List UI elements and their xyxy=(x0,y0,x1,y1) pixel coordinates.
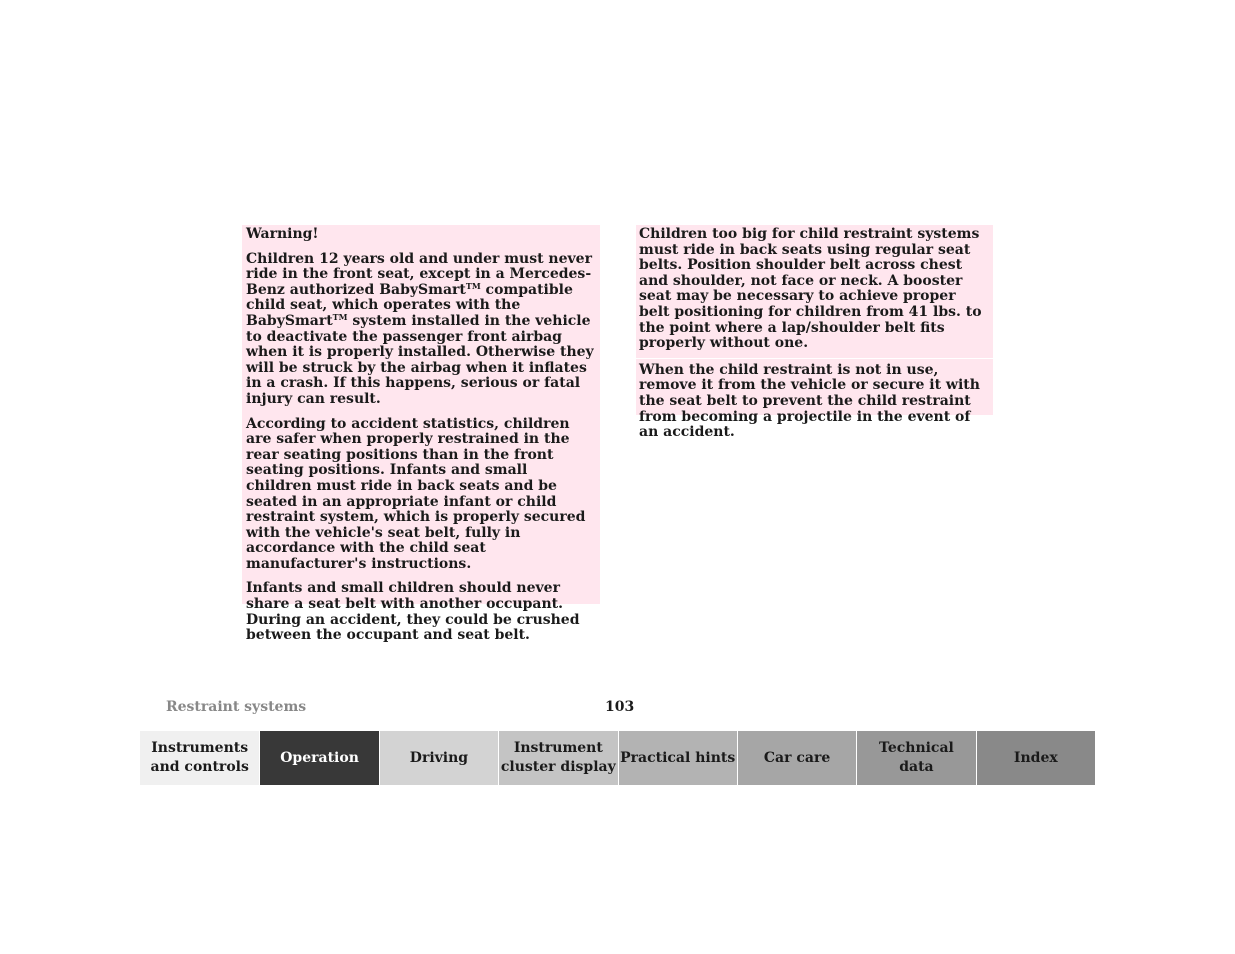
tab-index[interactable]: Index xyxy=(976,731,1095,785)
trademark-mark: TM xyxy=(332,311,348,322)
warning-box-right xyxy=(636,225,993,441)
tab-driving[interactable]: Driving xyxy=(379,731,498,785)
warning-box-left xyxy=(242,225,600,644)
warning-paragraph-statistics: According to accident statistics, children are safer when properly restrained in the rear seating positions than in the front seating positions. Infants and small children must ride in back seats and be seated in an appropriate infant or child restraint system, which is properly secured with the vehicle's seat belt, fully in accordance with the child seat manufacturer's instructions. xyxy=(246,415,586,572)
tab-technical-data[interactable]: Technical data xyxy=(856,731,975,785)
chapter-tab-bar xyxy=(140,731,1095,785)
warning-heading: Warning! xyxy=(246,226,319,242)
warning-paragraph-seat-belt-sharing: Infants and small children should never share a seat belt with another occupant. During an accident, they could be crushed between the occupant and seat belt. xyxy=(246,580,580,644)
tab-instrument-cluster-display[interactable]: Instrument cluster display xyxy=(498,731,617,785)
section-title: Restraint systems xyxy=(166,699,307,715)
warning-paragraph-unused-restraint: When the child restraint is not in use, remove it from the vehicle or secure it with the seat belt to prevent the child restraint from becoming a projectile in the event of an accident. xyxy=(639,361,980,441)
warning-paragraph-older-children: Children too big for child restraint systems must ride in back seats using regular seat belts. Position shoulder belt across chest and shoulder, not face or neck. A booster seat may be necessary to achieve proper belt positioning for children from 41 lbs. to the point where a lap/shoulder belt fits properly without one. xyxy=(639,226,982,352)
warning-paragraph-babysmart: Children 12 years old and under must never ride in the front seat, except in a Mercedes-Benz authorized BabySmart™ compatible child seat, which operates with the BabySmart™ system installed in the vehicle to deactivate the passenger front airbag when it is properly installed. Otherwise they will be struck by the airbag when it inflates in a crash. If this happens, serious or fatal injury can result. xyxy=(246,250,594,407)
trademark-mark: TM xyxy=(465,280,481,291)
tab-car-care[interactable]: Car care xyxy=(737,731,856,785)
tab-practical-hints[interactable]: Practical hints xyxy=(618,731,737,785)
tab-operation[interactable]: Operation xyxy=(259,731,378,785)
box-divider xyxy=(636,358,993,359)
tab-instruments-and-controls[interactable]: Instruments and controls xyxy=(140,731,259,785)
page-number: 103 xyxy=(605,699,635,715)
